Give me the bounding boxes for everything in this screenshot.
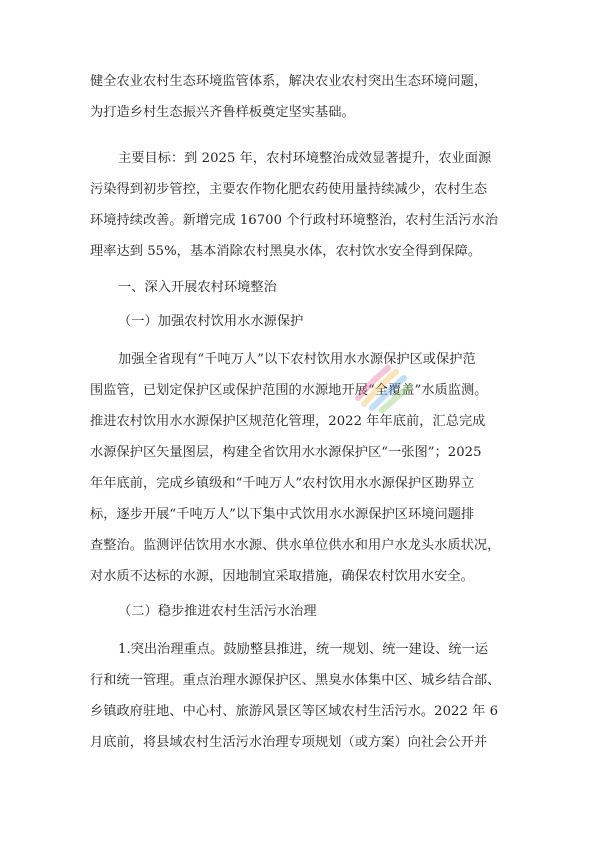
subsection-heading: （一）加强农村饮用水水源保护 (118, 314, 304, 329)
paragraph-line: 推进农村饮用水水源保护区规范化管理，2022 年年底前，汇总完成 (90, 414, 486, 429)
paragraph-line: 乡镇政府驻地、中心村、旅游风景区等区域农村生活污水。2022 年 6 (90, 704, 499, 719)
paragraph-line: 对水质不达标的水源，因地制宜采取措施，确保农村饮用水安全。 (90, 569, 474, 584)
paragraph-line: 标，逐步开展“千吨万人”以下集中式饮用水水源保护区环境问题排 (90, 507, 475, 522)
section-heading: 一、深入开展农村环境整治 (118, 280, 277, 295)
paragraph-line: 理率达到 55%，基本消除农村黑臭水体，农村饮水安全得到保障。 (90, 244, 482, 259)
subsection-heading: （二）稳步推进农村生活污水治理 (118, 604, 317, 619)
paragraph-line: 月底前，将县域农村生活污水治理专项规划（或方案）向社会公开并 (90, 735, 488, 750)
paragraph-line: 查整治。监测评估饮用水水源、供水单位供水和用户水龙头水质状况， (90, 538, 501, 553)
paragraph-line: 行和统一管理。重点治理水源保护区、黑臭水体集中区、城乡结合部、 (90, 673, 501, 688)
paragraph-line: 环境持续改善。新增完成 16700 个行政村环境整治，农村生活污水治 (90, 213, 499, 228)
paragraph-line: 围监管，已划定保护区或保护范围的水源地开展“全覆盖”水质监测。 (90, 383, 488, 398)
paragraph-line: 水源保护区矢量图层，构建全省饮用水水源保护区“一张图”；2025 (90, 445, 482, 460)
paragraph-line: 为打造乡村生态振兴齐鲁样板奠定坚实基础。 (90, 105, 355, 120)
paragraph-line: 主要目标：到 2025 年，农村环境整治成效显著提升，农业面源 (118, 151, 492, 166)
paragraph-line: 健全农业农村生态环境监管体系，解决农业农村突出生态环境问题， (90, 74, 488, 89)
paragraph-line: 年年底前，完成乡镇级和“千吨万人”农村饮用水水源保护区勘界立 (90, 476, 475, 491)
paragraph-line: 污染得到初步管控，主要农作物化肥农药使用量持续减少，农村生态 (90, 182, 488, 197)
paragraph-line: 加强全省现有“千吨万人”以下农村饮用水水源保护区或保护范 (118, 352, 476, 367)
paragraph-line: 1.突出治理重点。鼓励整县推进，统一规划、统一建设、统一运 (118, 642, 489, 657)
